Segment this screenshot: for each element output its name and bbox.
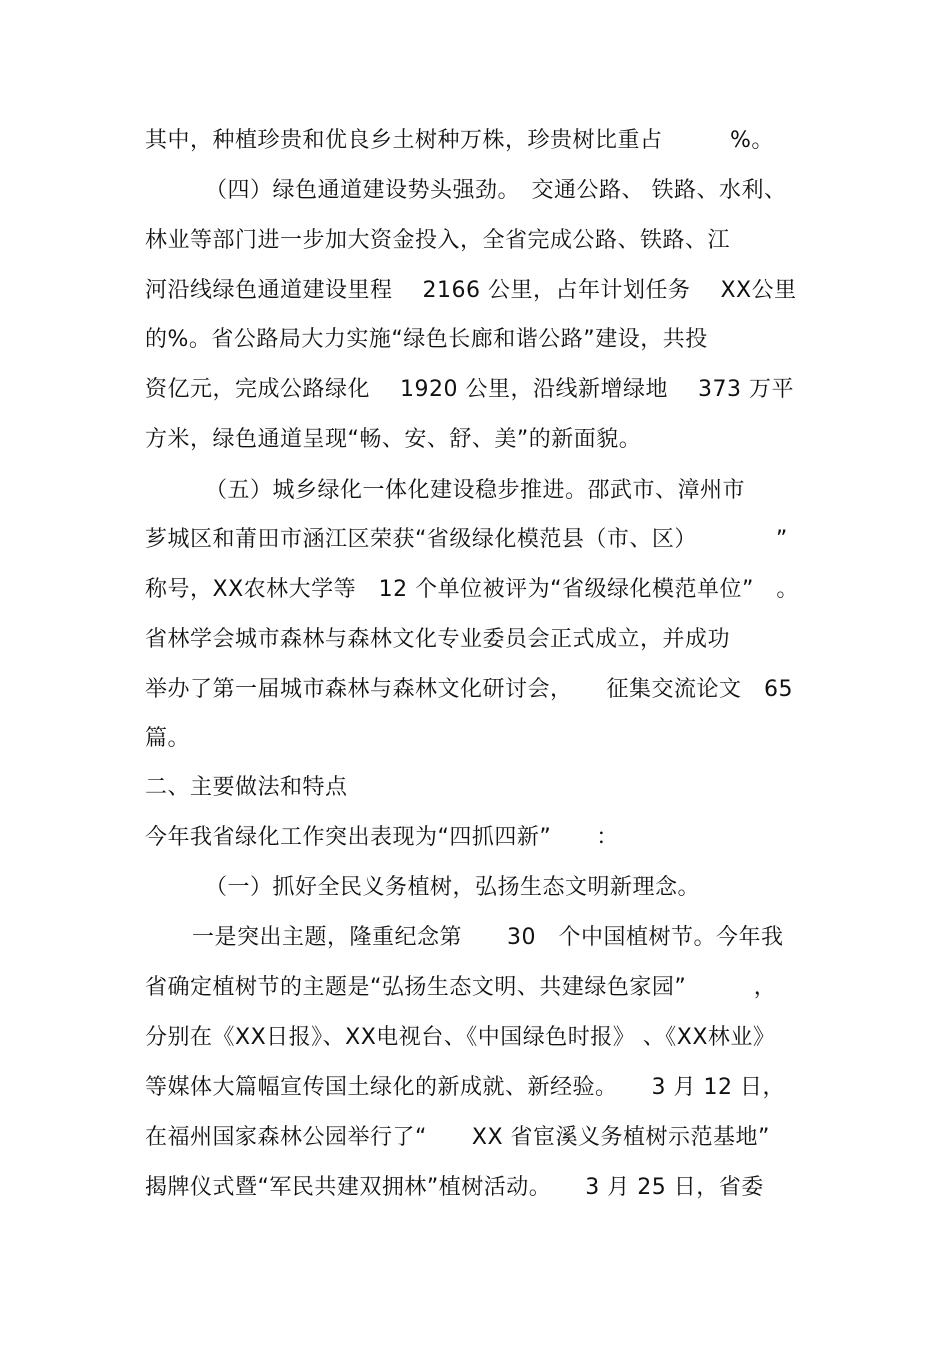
paragraph-line: 称号，XX农林大学等 12 个单位被评为“省级绿化模范单位” 。 — [145, 577, 799, 602]
paragraph-line: 省确定植树节的主题是“弘扬生态文明、共建绿色家园” ， — [145, 975, 777, 1000]
paragraph-line: 一是突出主题，隆重纪念第 30 个中国植树节。今年我 — [192, 925, 784, 950]
paragraph-line: （五）城乡绿化一体化建设稳步推进。邵武市、漳州市 — [205, 478, 746, 503]
section-heading: 二、主要做法和特点 — [145, 775, 348, 800]
paragraph-line: 芗城区和莆田市涵江区荣获“省级绿化模范县（市、区） ” — [145, 527, 788, 552]
paragraph-line: （四）绿色通道建设势头强劲。 交通公路、 铁路、水利、 — [205, 178, 787, 203]
paragraph-line: 方米，绿色通道呈现“畅、安、舒、美”的新面貌。 — [145, 427, 642, 452]
paragraph-line: 今年我省绿化工作突出表现为“四抓四新” ： — [145, 825, 619, 850]
paragraph-line: 揭牌仪式暨“军民共建双拥林”植树活动。 3 月 25 日，省委 — [145, 1175, 764, 1200]
paragraph-line: 资亿元，完成公路绿化 1920 公里，沿线新增绿地 373 万平 — [145, 377, 794, 402]
paragraph-line: 省林学会城市森林与森林文化专业委员会正式成立，并成功 — [145, 627, 731, 652]
paragraph-line: 篇。 — [145, 726, 191, 751]
paragraph-line: 林业等部门进一步加大资金投入，全省完成公路、铁路、江 — [145, 228, 731, 253]
paragraph-line: 举办了第一届城市森林与森林文化研讨会， 征集交流论文 65 — [145, 677, 793, 702]
paragraph-line: 河沿线绿色通道建设里程 2166 公里，占年计划任务 XX公里 — [145, 278, 797, 303]
paragraph-line: 的%。省公路局大力实施“绿色长廊和谐公路”建设，共投 — [145, 327, 708, 352]
paragraph-line: 在福州国家森林公园举行了“ XX 省宦溪义务植树示范基地” — [145, 1125, 770, 1150]
paragraph-line: 分别在《XX日报》、XX电视台、《中国绿色时报》 、《XX林业》 — [145, 1025, 776, 1050]
paragraph-line: 其中，种植珍贵和优良乡土树种万株，珍贵树比重占 %。 — [145, 128, 774, 153]
subsection-heading: （一）抓好全民义务植树，弘扬生态文明新理念。 — [205, 875, 701, 900]
paragraph-line: 等媒体大篇幅宣传国土绿化的新成就、新经验。 3 月 12 日， — [145, 1075, 785, 1100]
